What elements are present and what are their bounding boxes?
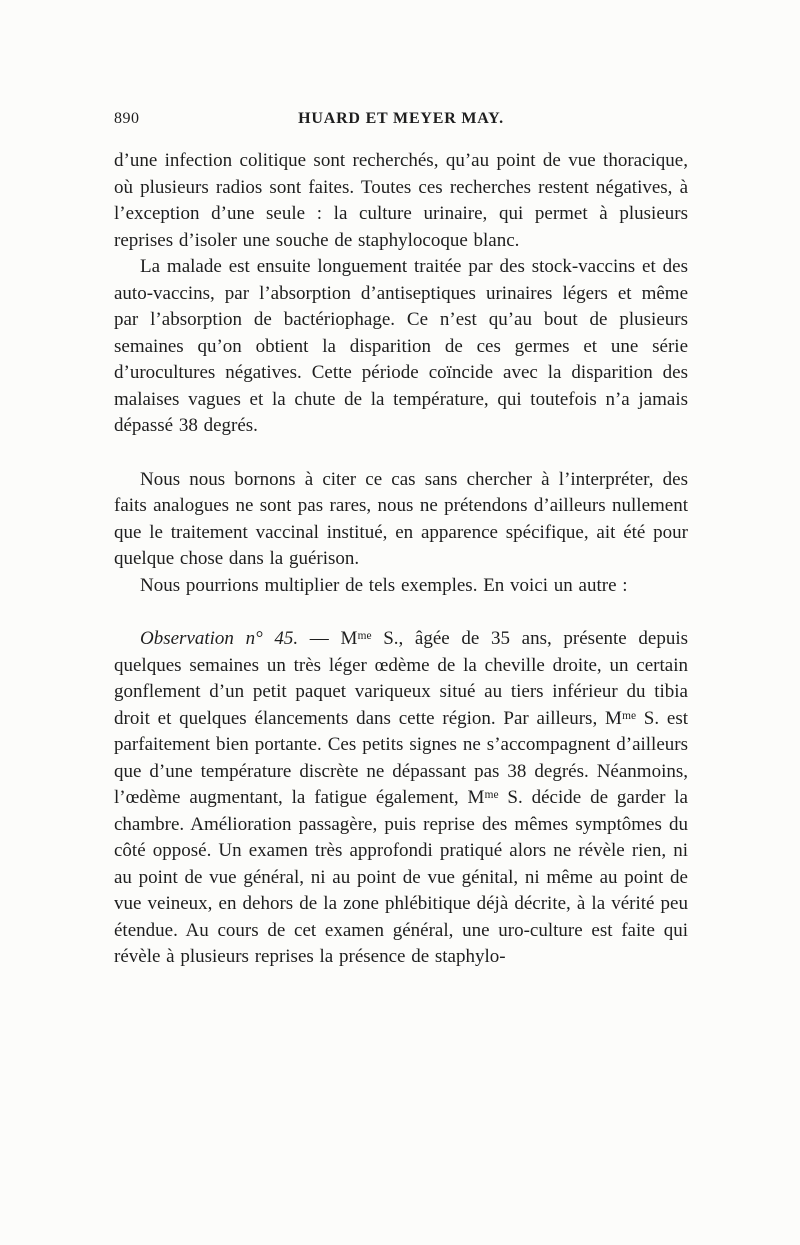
observation-text: — Mᵐᵉ S., âgée de 35 ans, présente depuis quelques semaines un très léger œdème de la cheville droite, un certain gonflement d’un petit paquet variqueux situé au tiers inférieur du tibia droit et quelques élancements dans cette région. Par ailleurs, Mᵐᵉ S. est parfaitement bien portante. Ces petits signes ne s’accompagnent d’ailleurs que d’une température discrète ne dépassant pas 38 degrés. Néanmoins, l’œdème augmentant, la fatigue également, Mᵐᵉ S. décide de garder la chambre. Amélioration passagère, puis reprise des mêmes symptômes du côté opposé. Un examen très approfondi pratiqué alors ne révèle rien, ni au point de vue général, ni au point de vue génital, ni même au point de vue veineux, en dehors de la zone phlébitique déjà décrite, à la vérité peu étendue. Au cours de cet examen général, une uro-culture est faite qui révèle à plusieurs reprises la présence de staphylo- (114, 628, 688, 967)
paragraph-nous-nous-bornons: Nous nous bornons à citer ce cas sans chercher à l’interpréter, des faits analogues ne sont pas rares, nous ne prétendons d’ailleurs nullement que le traitement vaccinal institué, en apparence spécifique, ait été pour quelque chose dans la guérison. (114, 468, 688, 569)
observation-heading: Observation n° 45. (140, 628, 299, 649)
running-header: HUARD ET MEYER MAY. (298, 110, 504, 127)
paragraph-autre-exemple: Nous pourrions multiplier de tels exemples. En voici un autre : (140, 574, 628, 596)
paragraph-traitement-vaccins: La malade est ensuite longuement traitée par des stock-vaccins et des auto-vaccins, par l’absorption d’antiseptiques urinaires légers et même par l’absorption de bactériophage. Ce n’est qu’au bout de plusieurs semaines qu’on obtient la disparition de ces germes et une série d’urocultures négatives. Cette période coïncide avec la disparition des malaises vagues et la chute de la température, qui toutefois n’a jamais dépassé 38 degrés. (114, 256, 688, 436)
page-number: 890 (114, 110, 140, 127)
page-header (114, 110, 688, 134)
observation-paragraph (114, 626, 688, 971)
text-column (114, 110, 688, 971)
paragraph-infection-colitique: d’une infection colitique sont recherchés, qu’au point de vue thoracique, où plusieurs radios sont faites. Toutes ces recherches restent négatives, à l’exception d’une seule : la culture urinaire, qui permet à plusieurs reprises d’isoler une souche de staphylocoque blanc. (114, 150, 688, 251)
